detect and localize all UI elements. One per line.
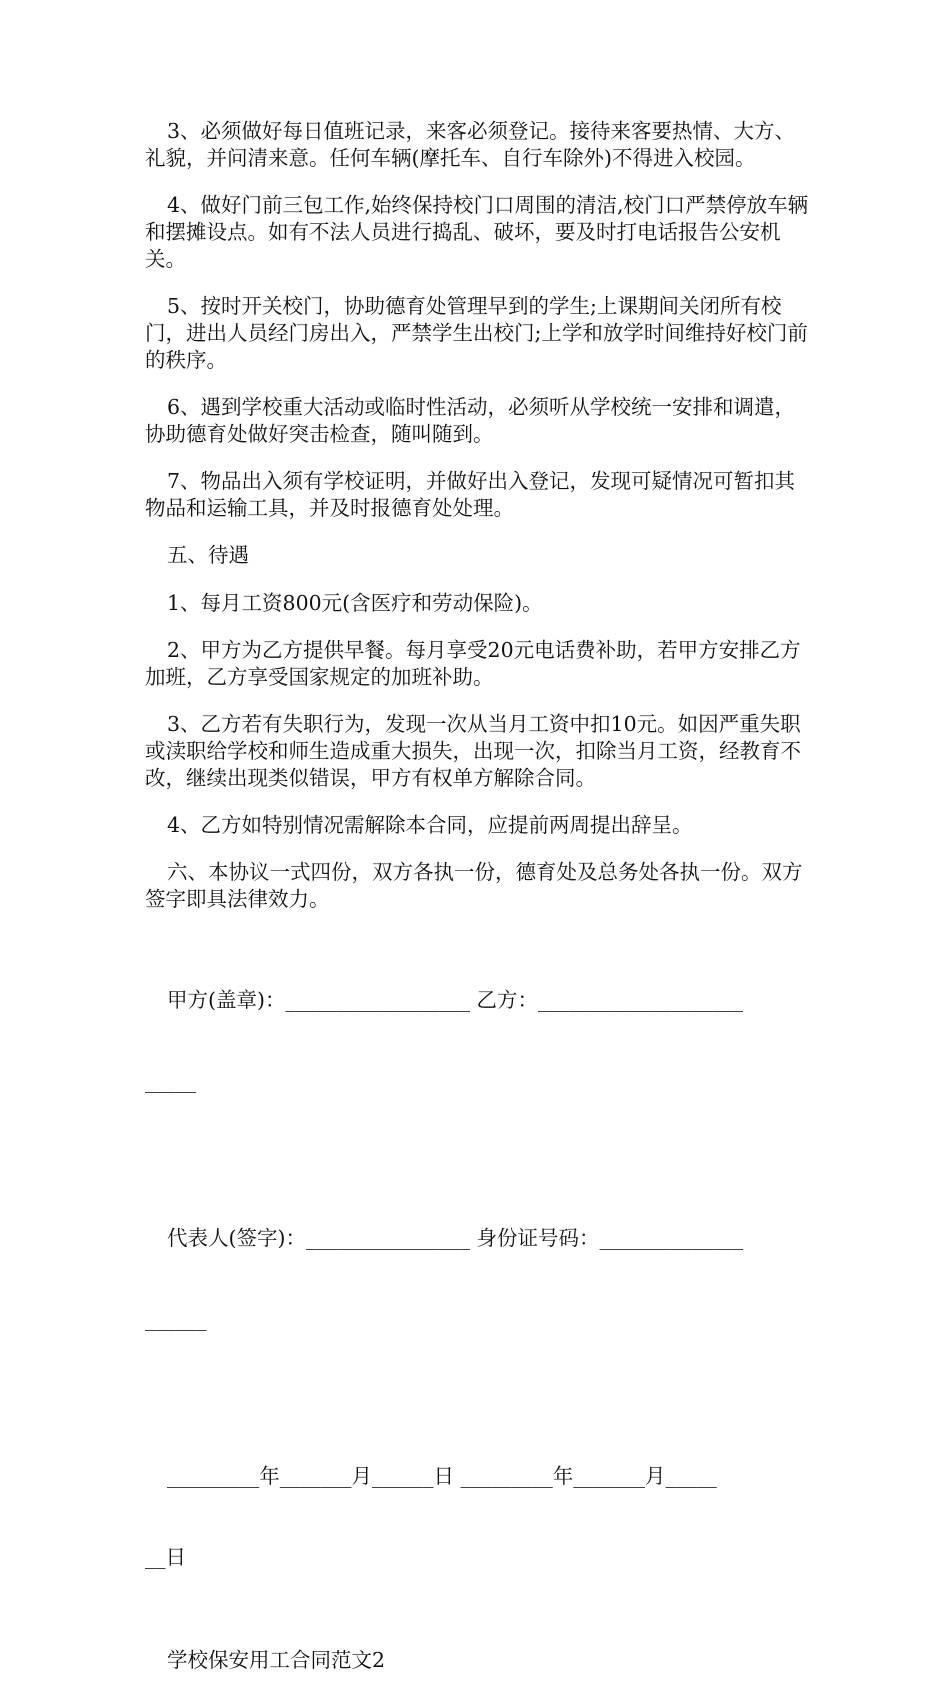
clause-4: 4、做好门前三包工作,始终保持校门口周围的清洁,校门口严禁停放车辆和摆摊设点。如有不法人员进行捣乱、破坏，要及时打电话报告公安机关。	[145, 193, 809, 271]
party-signature-block	[145, 933, 810, 1149]
clause-6: 6、遇到学校重大活动或临时性活动，必须听从学校统一安排和调遣，协助德育处做好突击检查，随叫随到。	[145, 395, 796, 446]
clause-5: 5、按时开关校门，协助德育处管理早到的学生;上课期间关闭所有校门，进出人员经门房出入，严禁学生出校门;上学和放学时间维持好校门前的秩序。	[145, 294, 808, 372]
benefit-4: 4、乙方如特别情况需解除本合同，应提前两周提出辞呈。	[167, 813, 693, 837]
benefit-1: 1、每月工资800元(含医疗和劳动保险)。	[167, 591, 543, 615]
benefit-3: 3、乙方若有失职行为，发现一次从当月工资中扣10元。如因严重失职或渎职给学校和师生造成重大损失，出现一次，扣除当月工资，经教育不改，继续出现类似错误，甲方有权单方解除合同。	[145, 712, 801, 790]
section-five-heading: 五、待遇	[167, 543, 249, 567]
section-six-text: 六、本协议一式四份，双方各执一份，德育处及总务处各执一份。双方签字即具法律效力。	[145, 860, 803, 911]
party-a-line: 甲方(盖章)：__________________ 乙方：____________________	[167, 988, 744, 1012]
date-line: _________年_______月______日 _________年_______月_____	[167, 1464, 717, 1488]
representative-line: 代表人(签字)：________________ 身份证号码：______________	[167, 1226, 744, 1250]
clause-3: 3、必须做好每日值班记录，来客必须登记。接待来客要热情、大方、礼貌，并问清来意。任何车辆(摩托车、自行车除外)不得进入校园。	[145, 119, 796, 170]
document-page	[145, 118, 810, 1694]
clause-7: 7、物品出入须有学校证明，并做好出入登记，发现可疑情况可暂扣其物品和运输工具，并及时报德育处处理。	[145, 469, 796, 520]
date-signature-block	[145, 1409, 810, 1625]
representative-signature-block	[145, 1171, 810, 1387]
date-line-continuation: __日	[145, 1545, 186, 1569]
benefit-2: 2、甲方为乙方提供早餐。每月享受20元电话费补助，若甲方安排乙方加班，乙方享受国家规定的加班补助。	[145, 638, 801, 689]
next-document-title: 学校保安用工合同范文2	[167, 1648, 386, 1672]
party-a-line-continuation: _____	[145, 1069, 197, 1093]
representative-line-continuation: ______	[145, 1307, 207, 1331]
